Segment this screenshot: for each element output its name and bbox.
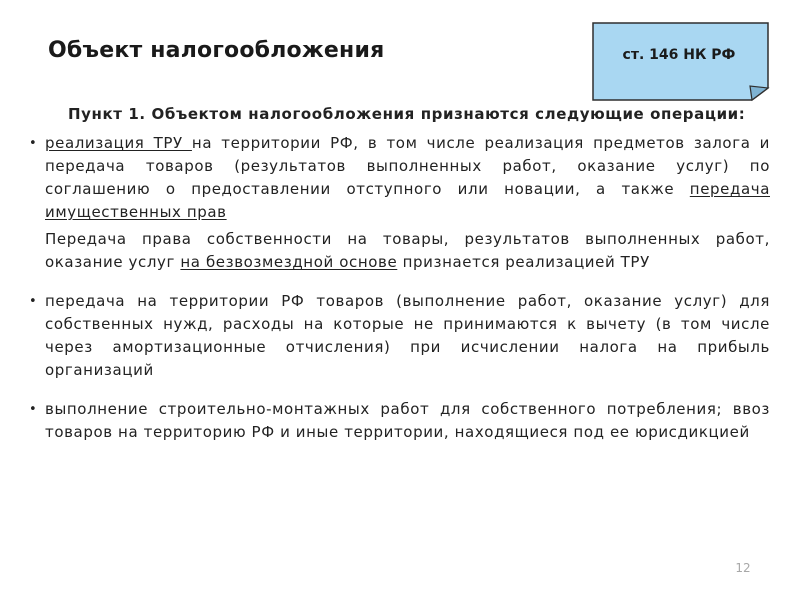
sub-paragraph-text: признается реализацией ТРУ <box>397 253 650 271</box>
slide-body <box>28 103 770 444</box>
bullet-icon: • <box>29 136 38 151</box>
underlined-term: реализация ТРУ <box>45 134 192 152</box>
page-number: 12 <box>735 561 751 575</box>
list-item-text: на территории РФ, в том числе реализация предметов залога и передача товаров (результатов выполненных работ, оказание услуг) по соглашению о предоставлении отступного или новации, а также <box>45 134 771 198</box>
list-item <box>28 398 770 444</box>
list-item <box>28 132 770 224</box>
article-reference-note <box>592 22 772 102</box>
list-item-text: передача на территории РФ товаров (выполнение работ, оказание услуг) для собственных нужд, расходы на которые не принимаются к вычету (в том числе через амортизационные отчисления) при исчислении налога на прибыль организаций <box>45 292 770 379</box>
underlined-term: на безвозмездной основе <box>180 253 398 271</box>
article-reference-label: ст. 146 НК РФ <box>622 47 736 63</box>
bullet-icon: • <box>29 294 38 309</box>
underlined-term: передача имущественных прав <box>45 180 770 221</box>
bullet-icon: • <box>29 402 38 417</box>
sub-paragraph-text: Передача права собственности на товары, результатов выполненных работ, оказание услуг <box>45 230 770 271</box>
list-item <box>28 290 770 382</box>
slide-title: Объект налогообложения <box>48 38 385 63</box>
sub-paragraph <box>28 228 770 274</box>
intro-paragraph: Пункт 1. Объектом налогообложения признаются следующие операции: <box>68 105 746 123</box>
list-item-text: выполнение строительно-монтажных работ для собственного потребления; ввоз товаров на территорию РФ и иные территории, находящиеся под ее юрисдикцией <box>45 400 770 441</box>
